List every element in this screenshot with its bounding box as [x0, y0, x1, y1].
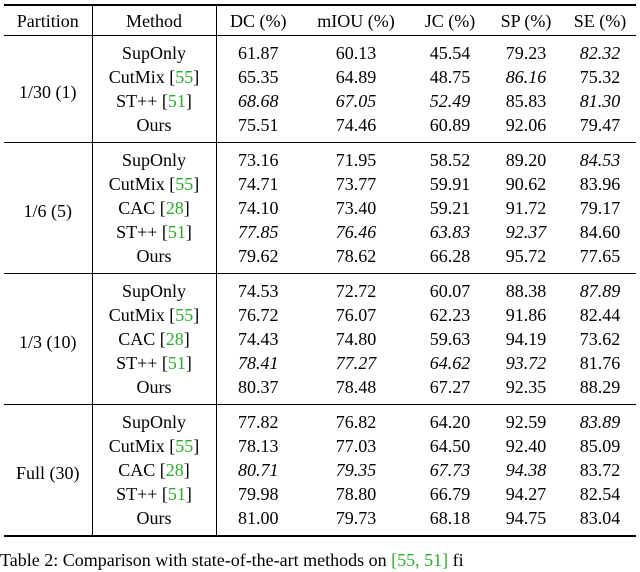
- jc-cell: 60.07: [429, 281, 471, 301]
- jc-cell: 59.91: [429, 174, 471, 194]
- method-cell: ST++ [51]: [92, 482, 216, 506]
- method-cell: [92, 244, 216, 274]
- sp-cell: 86.16: [505, 67, 547, 87]
- table-row: [4, 375, 636, 405]
- method-name: Ours: [136, 115, 172, 135]
- partition-group: [4, 405, 636, 537]
- method-cell: ST++ [51]: [92, 89, 216, 113]
- jc-cell: 59.63: [429, 329, 471, 349]
- sp-cell: 94.27: [505, 484, 547, 504]
- se-cell: 81.30: [579, 91, 621, 111]
- miou-cell: 60.13: [335, 43, 377, 63]
- dc-cell: 77.85: [238, 222, 279, 242]
- miou-cell: 73.77: [335, 174, 377, 194]
- table-row: [4, 196, 636, 220]
- method-cell: [92, 375, 216, 405]
- miou-cell: 78.80: [335, 484, 377, 504]
- table-row: [4, 434, 636, 458]
- partition-label: 1/3 (10): [4, 274, 92, 405]
- table-row: [4, 113, 636, 143]
- se-cell: 83.04: [579, 508, 621, 528]
- dc-cell: 76.72: [238, 305, 279, 325]
- sp-cell: 79.23: [505, 43, 547, 63]
- method-name: CutMix: [108, 174, 165, 194]
- citation-link[interactable]: 51: [167, 484, 186, 504]
- sp-cell: 94.38: [505, 460, 547, 480]
- miou-cell: 77.27: [335, 353, 377, 373]
- dc-cell: 74.53: [238, 281, 279, 301]
- header-se: SE (%): [573, 10, 627, 31]
- method-cell: CAC [28]: [92, 458, 216, 482]
- miou-cell: 78.48: [335, 377, 377, 397]
- method-name: SupOnly: [121, 412, 186, 432]
- jc-cell: 59.21: [429, 198, 471, 218]
- table-row: [4, 405, 636, 435]
- se-cell: 81.76: [579, 353, 621, 373]
- method-cell: [92, 405, 216, 435]
- miou-cell: 64.89: [335, 67, 377, 87]
- citation-link[interactable]: 28: [165, 198, 184, 218]
- sp-cell: 92.06: [505, 115, 547, 135]
- miou-cell: 74.80: [335, 329, 377, 349]
- se-cell: 82.44: [579, 305, 621, 325]
- jc-cell: 67.27: [429, 377, 471, 397]
- se-cell: 83.72: [579, 460, 621, 480]
- header-method: Method: [92, 5, 216, 36]
- table-row: [4, 244, 636, 274]
- dc-cell: 79.62: [238, 246, 279, 266]
- method-name: SupOnly: [121, 43, 186, 63]
- dc-cell: 77.82: [238, 412, 279, 432]
- sp-cell: 85.83: [505, 91, 547, 111]
- results-table: [4, 4, 636, 537]
- method-name: CAC: [118, 460, 156, 480]
- caption-tail: fi: [452, 550, 464, 570]
- table-row: [4, 36, 636, 66]
- method-cell: ST++ [51]: [92, 220, 216, 244]
- sp-cell: 89.20: [505, 150, 547, 170]
- jc-cell: 45.54: [429, 43, 471, 63]
- jc-cell: 52.49: [429, 91, 471, 111]
- citation-link[interactable]: 51: [167, 353, 186, 373]
- dc-cell: 79.98: [238, 484, 279, 504]
- sp-cell: 94.19: [505, 329, 547, 349]
- dc-cell: 74.71: [238, 174, 279, 194]
- method-cell: [92, 36, 216, 66]
- partition-group: [4, 143, 636, 274]
- partition-label: 1/30 (1): [4, 36, 92, 143]
- citation-link[interactable]: 28: [165, 329, 184, 349]
- table-row: [4, 458, 636, 482]
- table-row: [4, 172, 636, 196]
- method-name: CutMix: [108, 67, 165, 87]
- miou-cell: 78.62: [335, 246, 377, 266]
- dc-cell: 81.00: [238, 508, 279, 528]
- jc-cell: 67.73: [429, 460, 471, 480]
- citation-link[interactable]: 51: [167, 222, 186, 242]
- sp-cell: 92.40: [505, 436, 547, 456]
- dc-cell: 61.87: [238, 43, 279, 63]
- method-name: Ours: [136, 508, 172, 528]
- table-row: [4, 89, 636, 113]
- partition-group: [4, 274, 636, 405]
- se-cell: 73.62: [579, 329, 621, 349]
- jc-cell: 58.52: [429, 150, 471, 170]
- caption-text: Table 2: Comparison with state-of-the-art methods on: [0, 550, 387, 570]
- miou-cell: 73.40: [335, 198, 377, 218]
- header-miou: mIOU (%): [317, 10, 395, 31]
- dc-cell: 73.16: [238, 150, 279, 170]
- miou-cell: 76.82: [335, 412, 377, 432]
- sp-cell: 88.38: [505, 281, 547, 301]
- se-cell: 75.32: [579, 67, 621, 87]
- miou-cell: 76.07: [335, 305, 377, 325]
- header-partition: Partition: [4, 5, 92, 36]
- se-cell: 85.09: [579, 436, 621, 456]
- table-row: [4, 220, 636, 244]
- se-cell: 83.96: [579, 174, 621, 194]
- jc-cell: 66.79: [429, 484, 471, 504]
- sp-cell: 94.75: [505, 508, 547, 528]
- citation-link[interactable]: 51: [167, 91, 186, 111]
- method-cell: CutMix [55]: [92, 172, 216, 196]
- dc-cell: 68.68: [238, 91, 279, 111]
- table-row: [4, 274, 636, 304]
- se-cell: 77.65: [579, 246, 621, 266]
- se-cell: 84.60: [579, 222, 621, 242]
- se-cell: 83.89: [579, 412, 621, 432]
- table-row: [4, 65, 636, 89]
- caption-citation[interactable]: [55, 51]: [391, 550, 449, 570]
- miou-cell: 71.95: [335, 150, 377, 170]
- header-sp: SP (%): [500, 10, 552, 31]
- table-row: [4, 482, 636, 506]
- sp-cell: 92.35: [505, 377, 547, 397]
- method-cell: [92, 143, 216, 173]
- method-name: CutMix: [108, 436, 165, 456]
- table-row: [4, 351, 636, 375]
- table-row: [4, 303, 636, 327]
- method-cell: CutMix [55]: [92, 303, 216, 327]
- se-cell: 79.47: [579, 115, 621, 135]
- method-name: CutMix: [108, 305, 165, 325]
- method-cell: CutMix [55]: [92, 65, 216, 89]
- sp-cell: 91.86: [505, 305, 547, 325]
- se-cell: 88.29: [579, 377, 621, 397]
- citation-link[interactable]: 55: [175, 305, 194, 325]
- method-cell: ST++ [51]: [92, 351, 216, 375]
- citation-link[interactable]: 28: [165, 460, 184, 480]
- method-name: SupOnly: [121, 150, 186, 170]
- citation-link[interactable]: 55: [175, 436, 194, 456]
- jc-cell: 66.28: [429, 246, 471, 266]
- method-name: Ours: [136, 246, 172, 266]
- jc-cell: 68.18: [429, 508, 471, 528]
- method-name: SupOnly: [121, 281, 186, 301]
- miou-cell: 77.03: [335, 436, 377, 456]
- header-row: [4, 5, 636, 36]
- dc-cell: 78.41: [238, 353, 279, 373]
- header-jc: JC (%): [424, 10, 476, 31]
- dc-cell: 78.13: [238, 436, 279, 456]
- method-cell: CAC [28]: [92, 327, 216, 351]
- sp-cell: 93.72: [505, 353, 547, 373]
- jc-cell: 48.75: [429, 67, 471, 87]
- miou-cell: 76.46: [335, 222, 377, 242]
- partition-group: [4, 36, 636, 143]
- citation-link[interactable]: 55: [175, 67, 194, 87]
- method-cell: CutMix [55]: [92, 434, 216, 458]
- method-cell: [92, 274, 216, 304]
- method-name: CAC: [118, 329, 156, 349]
- se-cell: 79.17: [579, 198, 621, 218]
- dc-cell: 74.10: [238, 198, 279, 218]
- table-row: [4, 327, 636, 351]
- sp-cell: 91.72: [505, 198, 547, 218]
- jc-cell: 64.20: [429, 412, 471, 432]
- sp-cell: 92.59: [505, 412, 547, 432]
- table-row: [4, 506, 636, 536]
- dc-cell: 74.43: [238, 329, 279, 349]
- dc-cell: 75.51: [238, 115, 279, 135]
- method-name: ST++: [116, 484, 158, 504]
- miou-cell: 72.72: [335, 281, 377, 301]
- dc-cell: 80.37: [238, 377, 279, 397]
- miou-cell: 67.05: [335, 91, 377, 111]
- se-cell: 82.54: [579, 484, 621, 504]
- partition-label: Full (30): [4, 405, 92, 537]
- miou-cell: 79.73: [335, 508, 377, 528]
- method-name: CAC: [118, 198, 156, 218]
- partition-label: 1/6 (5): [4, 143, 92, 274]
- method-name: ST++: [116, 222, 158, 242]
- method-name: ST++: [116, 353, 158, 373]
- sp-cell: 95.72: [505, 246, 547, 266]
- method-cell: CAC [28]: [92, 196, 216, 220]
- citation-link[interactable]: 55: [175, 174, 194, 194]
- sp-cell: 90.62: [505, 174, 547, 194]
- se-cell: 82.32: [579, 43, 621, 63]
- miou-cell: 79.35: [335, 460, 377, 480]
- jc-cell: 64.62: [429, 353, 471, 373]
- method-name: Ours: [136, 377, 172, 397]
- method-name: ST++: [116, 91, 158, 111]
- se-cell: 84.53: [579, 150, 621, 170]
- jc-cell: 63.83: [429, 222, 471, 242]
- header-dc: DC (%): [230, 10, 287, 31]
- method-cell: [92, 506, 216, 536]
- se-cell: 87.89: [579, 281, 621, 301]
- jc-cell: 64.50: [429, 436, 471, 456]
- table-row: [4, 143, 636, 173]
- jc-cell: 62.23: [429, 305, 471, 325]
- jc-cell: 60.89: [429, 115, 471, 135]
- dc-cell: 80.71: [238, 460, 279, 480]
- miou-cell: 74.46: [335, 115, 377, 135]
- table-caption: [0, 548, 640, 572]
- dc-cell: 65.35: [238, 67, 279, 87]
- sp-cell: 92.37: [505, 222, 547, 242]
- method-cell: [92, 113, 216, 143]
